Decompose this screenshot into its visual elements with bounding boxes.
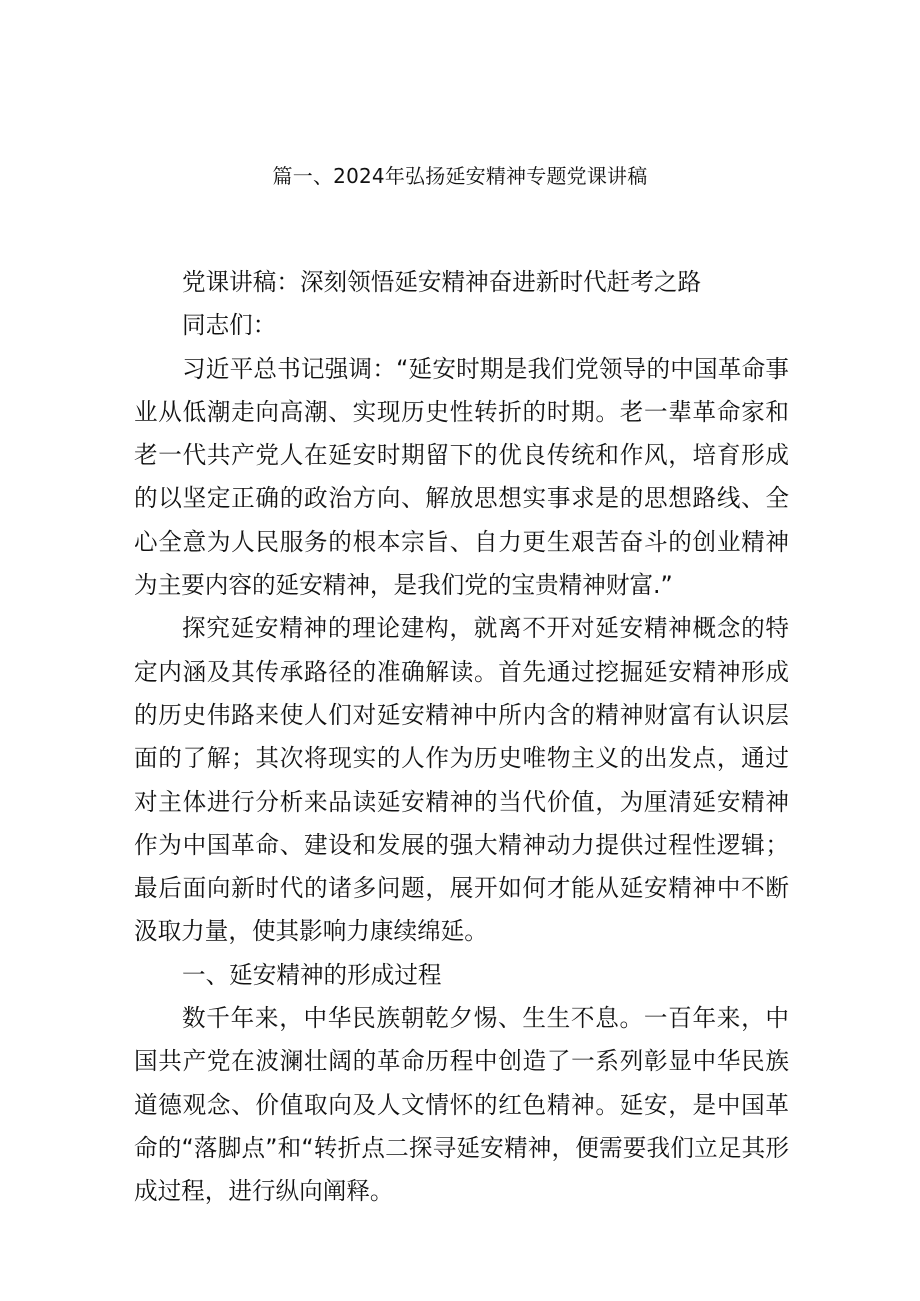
paragraph-theory: 探究延安精神的理论建构，就离不开对延安精神概念的特定内涵及其传承路径的准确解读。首先通过挖掘延安精神形成的历史伟路来使人们对延安精神中所内含的精神财富有认识层面的了解；其次将现实的人作为历史唯物主义的出发点，通过对主体进行分析来品读延安精神的当代价值，为厘清延安精神作为中国革命、建设和发展的强大精神动力提供过程性逻辑；最后面向新时代的诸多问题，展开如何才能从延安精神中不断汲取力量，使其影响力康续绵延。 <box>134 614 789 946</box>
document-title: 篇一、2024年弘扬延安精神专题党课讲稿 <box>272 164 648 188</box>
paragraph-formation: 数千年来，中华民族朝乾夕惕、生生不息。一百年来，中国共产党在波澜壮阔的革命历程中创造了一系列彰显中华民族道德观念、价值取向及人文情怀的红色精神。延安，是中国革命的“落脚点”和“转折点二探寻延安精神，便需要我们立足其形成过程，进行纵向阐释。 <box>134 1004 789 1206</box>
lecture-subtitle: 党课讲稿：深刻领悟延安精神奋进新时代赶考之路 <box>182 268 702 296</box>
section-heading: 一、延安精神的形成过程 <box>182 960 442 989</box>
paragraph-quote: 习近平总书记强调：“延安时期是我们党领导的中国革命事业从低潮走向高潮、实现历史性转折的时期。老一辈革命家和老一代共产党人在延安时期留下的优良传统和作风，培育形成的以坚定正确的政治方向、解放思想实事求是的思想路线、全心全意为人民服务的根本宗旨、自力更生艰苦奋斗的创业精神为主要内容的延安精神，是我们党的宝贵精神财富.” <box>134 354 789 600</box>
document-body <box>134 261 789 1214</box>
salutation: 同志们： <box>182 311 277 340</box>
